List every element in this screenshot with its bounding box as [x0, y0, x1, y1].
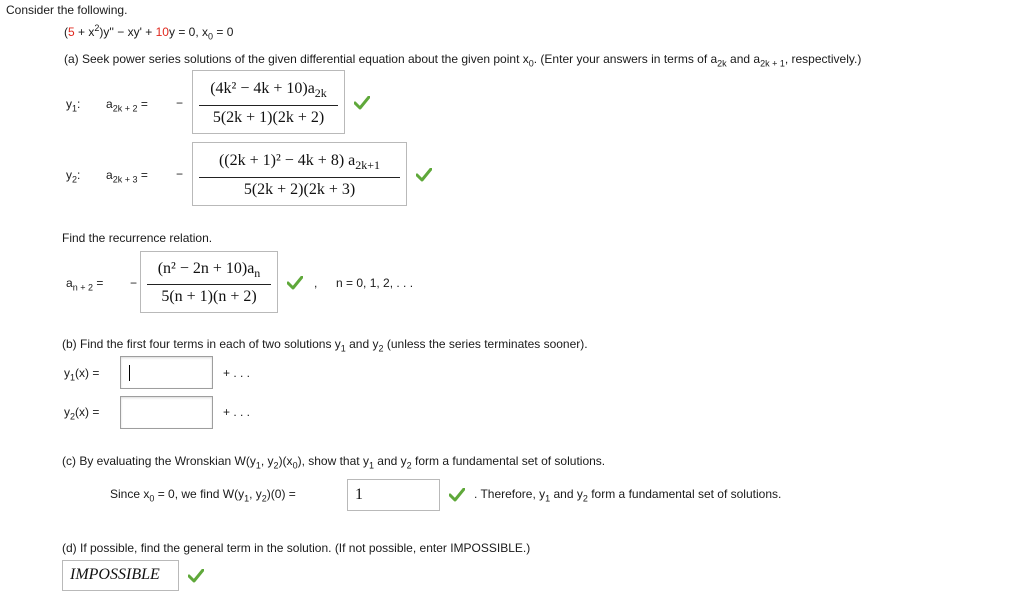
- recurrence-check-icon: [287, 276, 303, 290]
- y2-fraction-line: [199, 177, 400, 178]
- part-c-prompt: (c) By evaluating the Wronskian $W(y_1$, $y_2)(x_0)$, show that $y_1$ and $y_2$ form a fundamental set of solutions.: [62, 454, 606, 471]
- y1-answer-box[interactable]: [192, 70, 345, 134]
- recurrence-comma: ,: [314, 276, 318, 290]
- therefore-statement: . Therefore, $y_1$ and $y_2$ form a fundamental set of solutions.: [474, 487, 782, 504]
- y1-minus-sign: −: [176, 96, 184, 110]
- recurrence-numerator: $(n^2 - 2n + 10)a_n$: [157, 260, 261, 281]
- recurrence-minus-sign: −: [130, 276, 138, 290]
- part-d-prompt: (d) If possible, find the general term in the solution. (If not possible, enter IMPOSSIBLE.): [62, 541, 531, 555]
- y2-coefficient-label: $a_{2k + 3}$ =: [106, 168, 148, 185]
- y2-numerator: ((2k + 1)² − 4k + 8) $a_{2k+1}$: [218, 152, 381, 173]
- wronskian-statement: Since $x_0 = 0$, we find $W(y_1$, $y_2)(0)$ =: [110, 487, 296, 504]
- y2x-tail: + . . .: [223, 405, 251, 419]
- wronskian-answer-value: 1: [355, 486, 363, 503]
- y1-label: $y_1$:: [66, 97, 81, 114]
- y1x-tail: + . . .: [223, 366, 251, 380]
- wronskian-check-icon: [449, 488, 465, 502]
- y2x-label: $y_2(x)$ =: [64, 405, 100, 422]
- y1-coefficient-label: $a_{2k + 2}$ =: [106, 97, 148, 114]
- y2x-input[interactable]: [120, 396, 213, 429]
- part-a-prompt: (a) Seek power series solutions of the given differential equation about the given point $x_0$. (Enter your answers in terms of $a_{2k}$ and $a_{2k + 1}$, respectively.): [64, 52, 862, 69]
- recurrence-prompt: Find the recurrence relation.: [62, 231, 213, 245]
- y1-numerator: $(4k^2 - 4k + 10)a_{2k}$: [210, 80, 327, 101]
- y1x-label: $y_1(x)$ =: [64, 366, 100, 383]
- general-term-value: IMPOSSIBLE: [70, 566, 160, 583]
- y2-check-icon: [416, 168, 432, 182]
- recurrence-fraction-line: [147, 284, 271, 285]
- part-b-prompt: (b) Find the first four terms in each of two solutions $y_1$ and $y_2$ (unless the series terminates sooner).: [62, 337, 588, 354]
- recurrence-answer-box[interactable]: [140, 251, 278, 313]
- general-term-check-icon: [188, 569, 204, 583]
- y2-answer-box[interactable]: [192, 142, 407, 206]
- y1-fraction-line: [199, 105, 338, 106]
- y1-check-icon: [354, 96, 370, 110]
- y2-label: $y_2$:: [66, 168, 81, 185]
- recurrence-denominator: 5(n + 1)(n + 2): [161, 288, 257, 305]
- intro-text: Consider the following.: [6, 3, 128, 17]
- recurrence-range: n = 0, 1, 2, . . .: [336, 276, 414, 290]
- y2-denominator: 5(2k + 2)(2k + 3): [243, 181, 356, 198]
- text-caret: [129, 365, 130, 381]
- y1x-input[interactable]: [120, 356, 213, 389]
- wronskian-answer-input[interactable]: [347, 479, 440, 511]
- general-term-input[interactable]: [62, 560, 179, 591]
- differential-equation: $(5 + x^2)y'' - xy' + 10y = 0$, $x_0 = 0$: [64, 23, 234, 42]
- y1-denominator: 5(2k + 1)(2k + 2): [212, 109, 325, 126]
- recurrence-lhs: $a_{n + 2}$ =: [66, 276, 104, 293]
- y2-minus-sign: −: [176, 167, 184, 181]
